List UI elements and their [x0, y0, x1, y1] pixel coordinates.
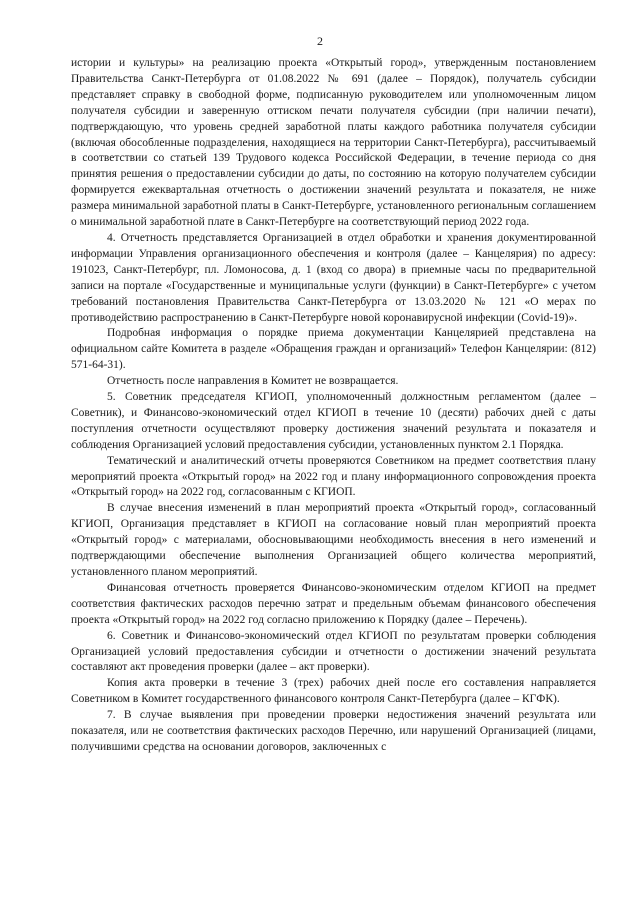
paragraph-financial-reporting: Финансовая отчетность проверяется Финансово-экономическим отделом КГИОП на предмет соответствия фактических расходов перечню затрат и предельным объемам финансового обеспечения проекта «Открытый город» на 2022 год согласно приложению к Порядку (далее – Перечень).: [71, 581, 596, 626]
document-body: [71, 56, 596, 756]
paragraph-subsidy-certificate: истории и культуры» на реализацию проекта «Открытый город», утвержденным постановлением Правительства Санкт-Петербурга от 01.08.2022 № 691 (далее – Порядок), получатель субсидии представляет справку в свободной форме, подписанную руководителем или уполномоченным лицом получателя субсидии и заверенную оттиском печати получателя субсидии (при наличии печати), подтверждающую, что уровень средней заработной платы каждого работника получателя субсидии (включая обособленные подразделения, находящиеся на территории Санкт-Петербурга), рассчитываемый в соответствии со статьей 139 Трудового кодекса Российской Федерации, в течение периода со дня принятия решения о предоставлении субсидии до даты, по состоянию на которую получателем субсидии формируется ежеквартальная отчетность о достижении значений результата и показателя, не ниже размера минимальной заработной платы в Санкт-Петербурге, установленного региональным соглашением о минимальной заработной плате в Санкт-Петербурге на соответствующий период 2022 года.: [71, 57, 596, 229]
paragraph-plan-changes: В случае внесения изменений в план мероприятий проекта «Открытый город», согласованный КГИОП, Организация представляет в КГИОП на согласование новый план мероприятий проекта «Открытый город» с материалами, обосновывающими необходимость внесения в него изменений и подтверждающими обеспечение выполнения Организацией общего количества мероприятий, установленного планом мероприятий.: [71, 502, 596, 578]
paragraph-7-violations: 7. В случае выявления при проведении проверки недостижения значений результата или показателя, или не соответствия фактических расходов Перечню, или нарушений Организацией (лицами, получившими средства на основании договоров, заключенных с: [71, 709, 596, 753]
paragraph-not-returned: Отчетность после направления в Комитет не возвращается.: [107, 375, 399, 388]
paragraph-thematic-reports: Тематический и аналитический отчеты проверяются Советником на предмет соответствия плану мероприятий проекта «Открытый город» на 2022 год и плану информационного сопровождения проекта «Открытый город» на 2022 год, согласованным с КГИОП.: [71, 454, 596, 499]
page-number: 2: [317, 34, 323, 48]
paragraph-6-inspection-act: 6. Советник и Финансово-экономический отдел КГИОП по результатам проверки соблюдения Организацией условий предоставления субсидии и отчетности о достижении значений результата составляют акт проведения проверки (далее – акт проверки).: [71, 629, 596, 674]
paragraph-act-copy: Копия акта проверки в течение 3 (трех) рабочих дней после его составления направляется Советником в Комитет государственного финансового контроля Санкт-Петербурга (далее – КГФК).: [71, 677, 596, 706]
paragraph-5-verification: 5. Советник председателя КГИОП, уполномоченный должностным регламентом (далее – Советник), и Финансово-экономический отдел КГИОП в течение 10 (десяти) рабочих дней с даты поступления отчетности осуществляют проверку достижения значений результата и показателя и соблюдения Организацией условий предоставления субсидии, установленных пунктом 2.1 Порядка.: [71, 391, 596, 451]
paragraph-chancellery-info: Подробная информация о порядке приема документации Канцелярией представлена на официальном сайте Комитета в разделе «Обращения граждан и организаций» Телефон Канцелярии: (812) 571-64-31).: [71, 327, 596, 372]
paragraph-4-reporting-submission: 4. Отчетность представляется Организацией в отдел обработки и хранения документированной информации Управления организационного обеспечения и контроля (далее – Канцелярия) по адресу: 191023, Санкт-Петербург, пл. Ломоносова, д. 1 (вход со двора) в приемные часы по предварительной записи на портале «Государственные и муниципальные услуги (функции) в Санкт-Петербурге» с учетом требований постановления Правительства Санкт-Петербурга от 13.03.2020 № 121 «О мерах по противодействию распространению в Санкт-Петербурге новой коронавирусной инфекции (Covid-19)».: [71, 231, 596, 324]
